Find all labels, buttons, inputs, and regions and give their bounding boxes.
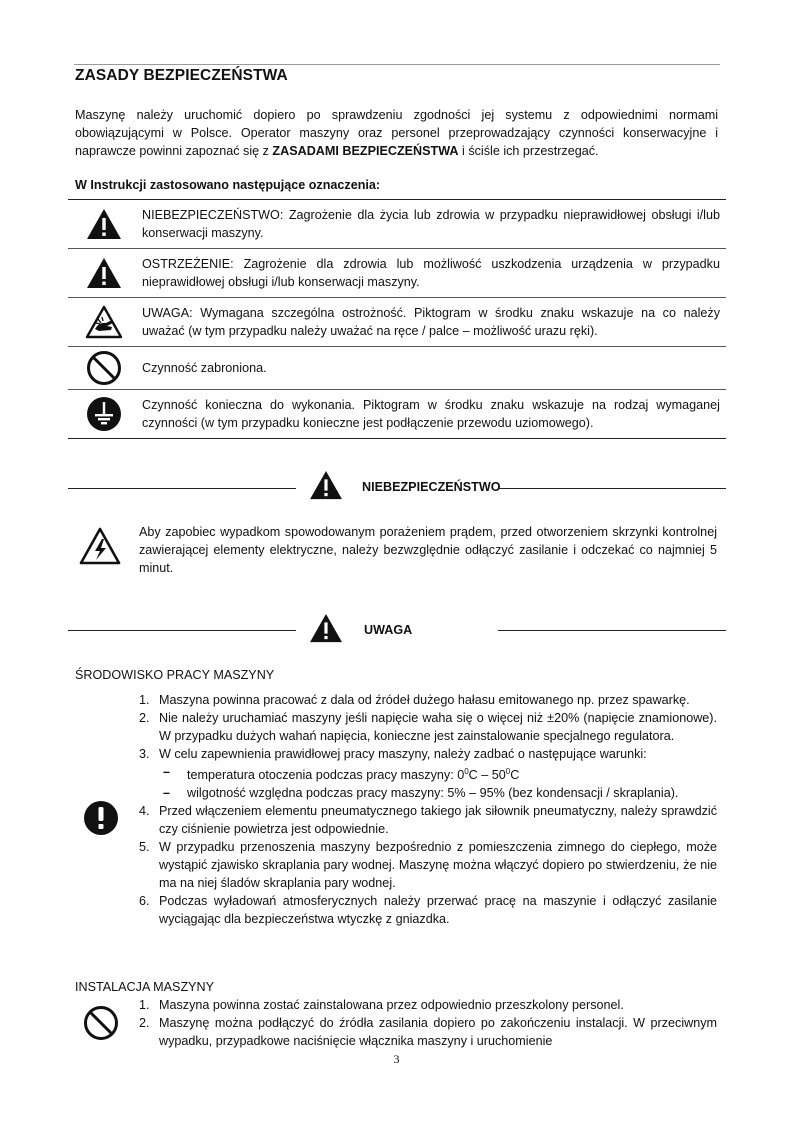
condition-humidity: – wilgotność względna podczas pracy maszyny: 5% – 95% (bez kondensacji / skraplania). xyxy=(163,786,679,801)
installation-list xyxy=(139,996,717,1050)
markings-row xyxy=(68,249,726,298)
list-item: 6. Podczas wyładowań atmosferycznych należy przerwać pracę na maszynie i odłączyć zasilanie wyciągając dla bezpieczeństwa wtyczkę z gniazdka. xyxy=(139,894,717,927)
hand-crush-warning-icon xyxy=(68,305,140,339)
top-rule xyxy=(74,64,720,65)
markings-heading: W Instrukcji zastosowano następujące oznaczenia: xyxy=(75,178,381,192)
danger-label: NIEBEZPIECZEŃSTWO xyxy=(362,480,501,494)
markings-text: Czynność zabroniona. xyxy=(140,347,726,390)
danger-text: Aby zapobiec wypadkom spowodowanym porażeniem prądem, przed otworzeniem skrzynki kontrolnej zawierającej elementy elektryczne, należy bezwzględnie odłączyć zasilanie i odczekać co najmniej 5 minut. xyxy=(139,525,717,575)
electric-shock-icon xyxy=(79,527,121,570)
list-item: 2. Nie należy uruchamiać maszyny jeśli napięcie waha się o więcej niż ±20% (napięcie znamionowe). W przypadku dużych wahań napięcia, konieczne jest zainstalowanie specjalnego regulatora. xyxy=(139,711,717,743)
prohibited-icon xyxy=(83,1005,119,1046)
markings-table xyxy=(68,199,726,439)
markings-row xyxy=(68,298,726,347)
prohibited-icon xyxy=(68,350,140,386)
environment-heading: ŚRODOWISKO PRACY MASZYNY xyxy=(75,668,275,682)
danger-divider-right xyxy=(498,488,726,489)
page-number: 3 xyxy=(393,1052,400,1066)
caution-divider-right xyxy=(498,630,726,631)
warning-triangle-icon xyxy=(309,470,343,505)
list-item: 4. Przed włączeniem elementu pneumatycznego takiego jak siłownik pneumatyczny, należy sprawdzić czy ciśnienie powietrza jest odpowiednie. xyxy=(139,804,717,837)
warning-triangle-icon xyxy=(68,208,140,240)
installation-heading: INSTALACJA MASZYNY xyxy=(75,980,215,994)
markings-text: UWAGA: Wymagana szczególna ostrożność. Piktogram w środku znaku wskazuje na co należy uważać (w tym przypadku należy uważać na ręce / palce – możliwość urazu ręki). xyxy=(140,298,726,347)
markings-row xyxy=(68,347,726,390)
markings-text: OSTRZEŻENIE: Zagrożenie dla zdrowia lub możliwość uszkodzenia urządzenia w przypadku nieprawidłowej obsługi i/lub konserwacji maszyny. xyxy=(140,249,726,298)
markings-text: NIEBEZPIECZEŃSTWO: Zagrożenie dla życia lub zdrowia w przypadku nieprawidłowej obsługi i/lub konserwacji maszyny. xyxy=(140,200,726,249)
list-item: 2. Maszynę można podłączyć do źródła zasilania dopiero po zakończeniu instalacji. W przeciwnym wypadku, przypadkowe naciśnięcie włącznika maszyny i uruchomienie xyxy=(139,1016,717,1048)
list-item: 1. Maszyna powinna pracować z dala od źródeł dużego hałasu emitowanego np. przez spawarkę. xyxy=(139,693,690,707)
markings-text: Czynność konieczna do wykonania. Piktogram w środku znaku wskazuje na rodzaj wymaganej czynności (w tym przypadku konieczne jest podłączenie przewodu uziomowego). xyxy=(140,390,726,439)
caution-label: UWAGA xyxy=(364,623,413,637)
condition-temperature: – temperatura otoczenia podczas pracy maszyny: $0^0C - 50^0C$ xyxy=(163,765,520,783)
list-item: 1. Maszyna powinna zostać zainstalowana przez odpowiednio przeszkolony personel. xyxy=(139,998,624,1012)
markings-row xyxy=(68,390,726,439)
caution-divider-left xyxy=(68,630,296,631)
intro-paragraph: Maszynę należy uruchomić dopiero po sprawdzeniu zgodności jej systemu z odpowiednimi normami obowiązującymi w Polsce. Operator maszyny oraz personel przeprowadzający czynności konserwacyjne i naprawcze powinni zapoznać się z ZASADAMI BEZPIECZEŃSTWA i ściśle ich przestrzegać. xyxy=(75,108,718,158)
conditions-list xyxy=(159,763,717,802)
page-title: ZASADY BEZPIECZEŃSTWA xyxy=(75,67,288,84)
ground-connection-icon xyxy=(68,396,140,432)
mandatory-action-icon xyxy=(83,800,119,841)
list-item: 3. W celu zapewnienia prawidłowej pracy maszyny, należy zadbać o następujące warunki: – temperatura otoczenia podczas pracy maszyny: $0^0C - 50^0C$ – wilgotność względna podczas pracy maszyny: 5% – 95% (bez kondensacji / skraplania). xyxy=(139,745,717,802)
list-item: 5. W przypadku przenoszenia maszyny bezpośrednio z pomieszczenia zimnego do ciepłego, może wystąpić zjawisko skraplania pary wodnej. Maszynę można włączyć dopiero po stwierdzeniu, że nie ma na niej śladów skraplania pary wodnej. xyxy=(139,840,717,891)
markings-row xyxy=(68,200,726,249)
warning-triangle-icon xyxy=(68,257,140,289)
danger-divider-left xyxy=(68,488,296,489)
environment-list xyxy=(139,691,717,928)
warning-triangle-icon xyxy=(309,613,343,648)
